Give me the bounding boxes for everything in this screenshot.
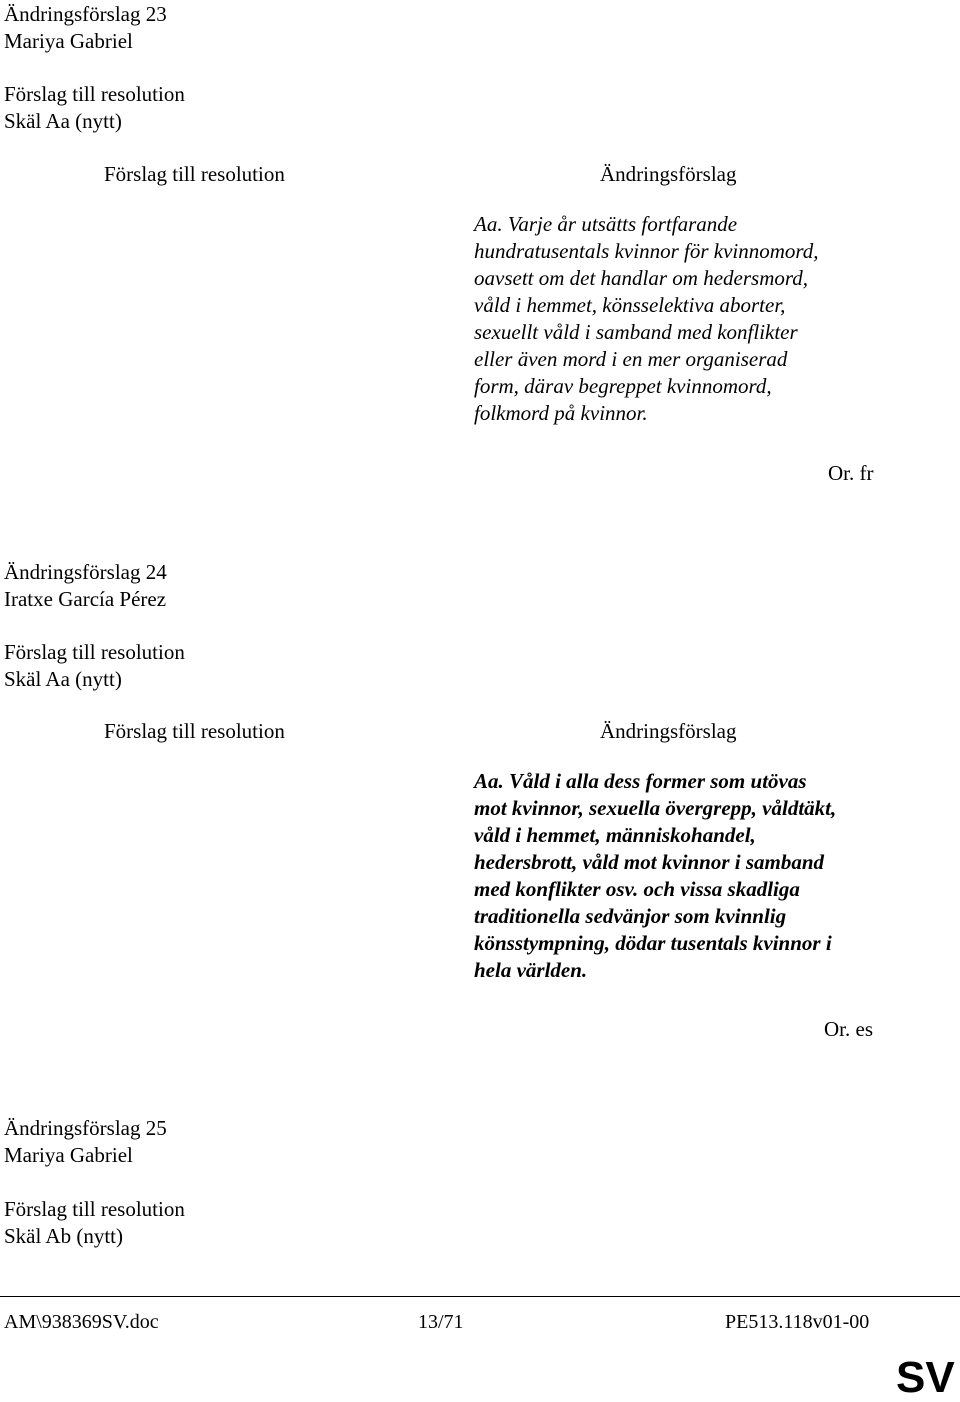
amendment-reference: Skäl Aa (nytt) <box>4 109 122 133</box>
amendment-author: Mariya Gabriel <box>4 29 133 53</box>
amendment-heading: Ändringsförslag 24 <box>4 560 167 584</box>
text-line: hela världen. <box>474 958 588 982</box>
col-right-header: Ändringsförslag <box>600 719 737 743</box>
amendment-heading: Ändringsförslag 25 <box>4 1116 167 1140</box>
amendment-reference: Skäl Ab (nytt) <box>4 1224 123 1248</box>
text-line: eller även mord i en mer organiserad <box>474 347 788 371</box>
amendment-reference: Skäl Aa (nytt) <box>4 667 122 691</box>
text-line: hedersbrott, våld mot kvinnor i samband <box>474 850 825 874</box>
text-line: traditionella sedvänjor som kvinnlig <box>474 904 787 928</box>
proposal-label: Förslag till resolution <box>4 82 185 106</box>
language-badge: SV <box>896 1353 955 1402</box>
text-line: oavsett om det handlar om hedersmord, <box>474 266 809 290</box>
text-line: våld i hemmet, människohandel, <box>474 823 756 847</box>
text-line: mot kvinnor, sexuella övergrepp, våldtäkt, <box>474 796 837 820</box>
amendment-author: Mariya Gabriel <box>4 1143 133 1167</box>
pe-reference: PE513.118v01-00 <box>725 1311 870 1333</box>
amendment-text <box>474 768 894 984</box>
original-language: Or. fr <box>828 461 874 485</box>
text-line: hundratusentals kvinnor för kvinnomord, <box>474 239 819 263</box>
text-line: folkmord på kvinnor. <box>474 401 648 425</box>
text-line: med konflikter osv. och vissa skadliga <box>474 877 800 901</box>
footer-divider <box>0 1296 960 1297</box>
text-line: sexuellt våld i samband med konflikter <box>474 320 798 344</box>
page-number: 13/71 <box>418 1311 464 1333</box>
text-line: Aa. Varje år utsätts fortfarande <box>474 212 738 236</box>
col-right-header: Ändringsförslag <box>600 162 737 186</box>
original-language: Or. es <box>824 1017 873 1041</box>
col-left-header: Förslag till resolution <box>104 719 285 743</box>
amendment-heading: Ändringsförslag 23 <box>4 2 167 26</box>
amendment-author: Iratxe García Pérez <box>4 587 167 611</box>
text-line: Aa. Våld i alla dess former som utövas <box>474 769 807 793</box>
proposal-label: Förslag till resolution <box>4 640 185 664</box>
col-left-header: Förslag till resolution <box>104 162 285 186</box>
text-line: våld i hemmet, könsselektiva aborter, <box>474 293 786 317</box>
text-line: könsstympning, dödar tusentals kvinnor i <box>474 931 832 955</box>
proposal-label: Förslag till resolution <box>4 1197 185 1221</box>
document-reference: AM\938369SV.doc <box>4 1311 159 1333</box>
amendment-text <box>474 211 894 427</box>
text-line: form, därav begreppet kvinnomord, <box>474 374 772 398</box>
